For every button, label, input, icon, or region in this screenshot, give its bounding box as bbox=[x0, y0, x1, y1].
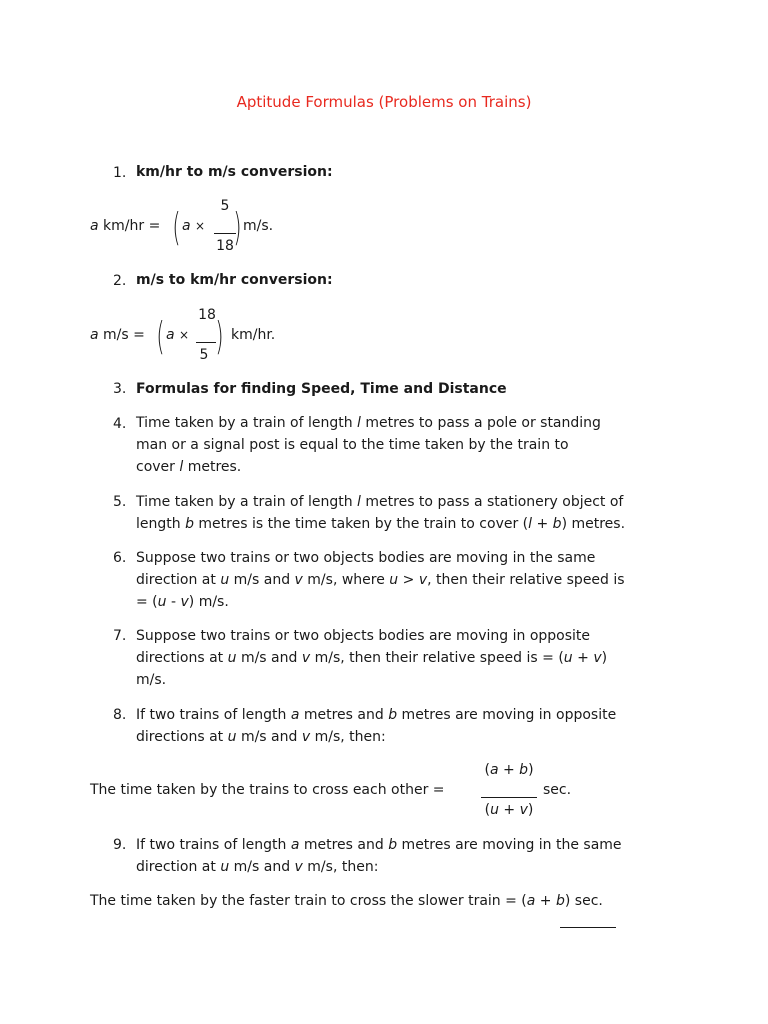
variable: l bbox=[357, 415, 361, 431]
section-heading: km/hr to m/s conversion: bbox=[136, 164, 333, 180]
formula-text: + bbox=[535, 893, 556, 909]
text: m/s, then their relative speed is = ( bbox=[310, 650, 564, 666]
times-sign: × bbox=[195, 219, 206, 233]
variable: b bbox=[388, 837, 398, 853]
formula-text: The time taken by the trains to cross each other = bbox=[90, 782, 445, 798]
text: metres are moving in opposite bbox=[397, 707, 617, 723]
text: Suppose two trains or two objects bodies are moving in the same bbox=[136, 550, 596, 566]
list-item bbox=[136, 547, 625, 613]
formula-text: km/hr = bbox=[98, 218, 161, 234]
variable: a bbox=[166, 327, 175, 343]
text: direction at bbox=[136, 859, 221, 875]
item-number: 1. bbox=[113, 165, 127, 181]
list-item bbox=[136, 491, 625, 535]
text: + bbox=[572, 650, 594, 666]
item-number: 5. bbox=[113, 494, 127, 510]
formula-text: The time taken by the faster train to cross the slower train = ( bbox=[90, 893, 527, 909]
left-paren: ( bbox=[172, 205, 181, 249]
variable: a bbox=[290, 837, 300, 853]
list-item bbox=[136, 625, 607, 691]
variable: a bbox=[90, 218, 99, 234]
variable: a bbox=[526, 893, 536, 909]
times-sign: × bbox=[179, 328, 190, 342]
text: metres. bbox=[183, 459, 242, 475]
text: = ( bbox=[136, 594, 158, 610]
variable: v bbox=[418, 572, 428, 588]
variable: u bbox=[389, 572, 399, 588]
variable: u bbox=[227, 729, 237, 745]
text: metres to pass a pole or standing bbox=[360, 415, 601, 431]
text: directions at bbox=[136, 650, 228, 666]
text: man or a signal post is equal to the time taken by the train to bbox=[136, 437, 569, 453]
text: m/s and bbox=[229, 572, 295, 588]
text: length bbox=[136, 516, 186, 532]
text: metres are moving in the same bbox=[397, 837, 622, 853]
text: metres and bbox=[299, 707, 389, 723]
variable: v bbox=[180, 594, 189, 610]
item-number: 8. bbox=[113, 707, 127, 723]
variable: u bbox=[220, 572, 230, 588]
text: m/s, then: bbox=[310, 729, 386, 745]
variable: v bbox=[301, 729, 311, 745]
fraction-numerator: (a + b) bbox=[484, 762, 534, 778]
variable: b bbox=[185, 516, 194, 532]
text: m/s, where bbox=[302, 572, 390, 588]
variable: u bbox=[563, 650, 573, 666]
text: + bbox=[532, 516, 553, 532]
variable: v bbox=[294, 859, 303, 875]
variable: l bbox=[179, 459, 184, 475]
right-paren: ) bbox=[233, 205, 242, 249]
text: , then their relative speed is bbox=[427, 572, 625, 588]
item-number: 4. bbox=[113, 416, 127, 432]
formula-text: m/s = bbox=[98, 327, 145, 343]
item-number: 2. bbox=[113, 273, 127, 289]
left-paren: ( bbox=[156, 314, 165, 358]
variable: u bbox=[227, 650, 237, 666]
page-title: Aptitude Formulas (Problems on Trains) bbox=[236, 93, 532, 111]
list-item bbox=[136, 834, 622, 878]
text: If two trains of length bbox=[136, 707, 291, 723]
text: cover bbox=[136, 459, 180, 475]
list-item bbox=[136, 704, 616, 748]
text: ) bbox=[601, 650, 608, 666]
text: direction at bbox=[136, 572, 221, 588]
item-number: 6. bbox=[113, 550, 127, 566]
fraction-bar bbox=[196, 342, 216, 343]
text: ) metres. bbox=[561, 516, 626, 532]
formula-text: km/hr. bbox=[231, 327, 276, 343]
fraction-numerator: 5 bbox=[220, 198, 230, 214]
text: Time taken by a train of length bbox=[136, 494, 358, 510]
text: directions at bbox=[136, 729, 228, 745]
fraction-bar bbox=[560, 927, 616, 928]
text: metres is the time taken by the train to cover ( bbox=[193, 516, 529, 532]
item-number: 7. bbox=[113, 628, 127, 644]
text: Suppose two trains or two objects bodies are moving in opposite bbox=[136, 628, 591, 644]
variable: l bbox=[357, 494, 361, 510]
text: metres to pass a stationery object of bbox=[360, 494, 624, 510]
fraction-denominator: 5 bbox=[199, 347, 209, 363]
text: Time taken by a train of length bbox=[136, 415, 358, 431]
fraction-denominator: (u + v) bbox=[484, 802, 534, 818]
variable: b bbox=[388, 707, 398, 723]
item-number: 3. bbox=[113, 381, 127, 397]
text: m/s and bbox=[236, 650, 302, 666]
section-heading: Formulas for finding Speed, Time and Distance bbox=[136, 381, 507, 397]
variable: a bbox=[90, 327, 99, 343]
text: m/s. bbox=[136, 672, 167, 688]
variable: v bbox=[301, 650, 311, 666]
text: m/s and bbox=[229, 859, 295, 875]
variable: a bbox=[182, 218, 191, 234]
variable: v bbox=[294, 572, 303, 588]
formula-text: m/s. bbox=[243, 218, 274, 234]
fraction-denominator: 18 bbox=[216, 238, 234, 254]
variable: l bbox=[528, 516, 533, 532]
right-paren: ) bbox=[215, 314, 224, 358]
list-item bbox=[136, 412, 601, 478]
item-number: 9. bbox=[113, 837, 127, 853]
text: > bbox=[398, 572, 419, 588]
variable: a bbox=[290, 707, 300, 723]
variable: v bbox=[593, 650, 602, 666]
formula-text: ) sec. bbox=[564, 893, 603, 909]
variable: u bbox=[157, 594, 167, 610]
text: If two trains of length bbox=[136, 837, 291, 853]
fraction-bar bbox=[481, 797, 537, 798]
variable: b bbox=[556, 893, 565, 909]
text: m/s, then: bbox=[302, 859, 379, 875]
variable: b bbox=[552, 516, 562, 532]
fraction-numerator: 18 bbox=[198, 307, 216, 323]
text: ) m/s. bbox=[188, 594, 229, 610]
variable: u bbox=[220, 859, 230, 875]
text: metres and bbox=[299, 837, 389, 853]
text: - bbox=[166, 594, 181, 610]
text: m/s and bbox=[236, 729, 302, 745]
formula-text: sec. bbox=[543, 782, 572, 798]
section-heading: m/s to km/hr conversion: bbox=[136, 272, 333, 288]
